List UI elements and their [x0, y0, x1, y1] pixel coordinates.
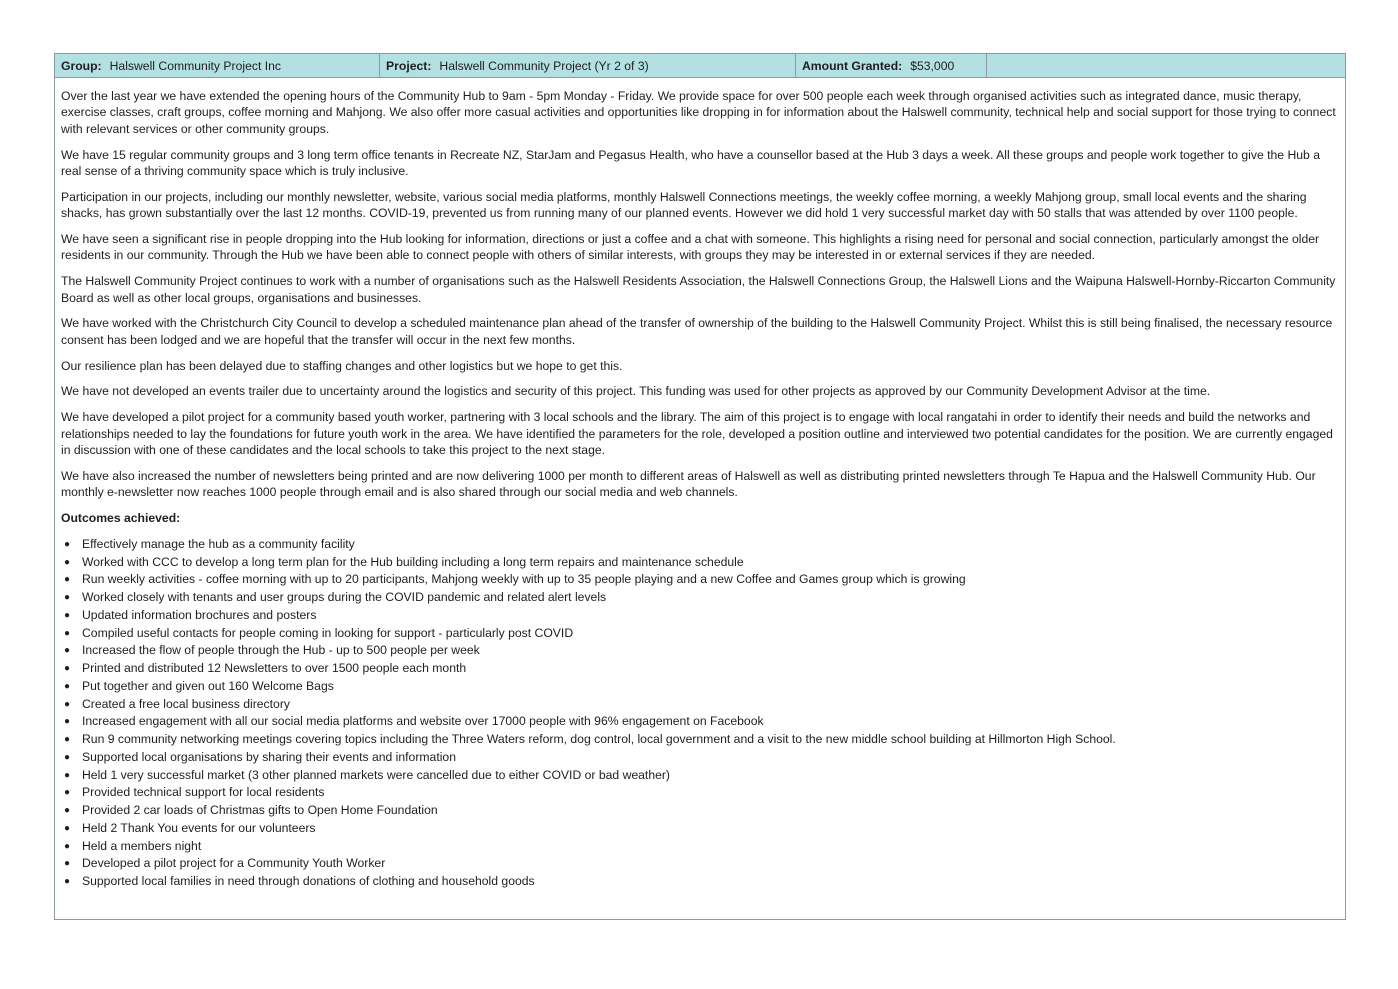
- list-item-text: Printed and distributed 12 Newsletters to over 1500 people each month: [82, 661, 467, 676]
- amount-label: Amount Granted:: [802, 58, 903, 73]
- report-table: [54, 53, 1346, 920]
- list-item: [61, 554, 1337, 572]
- group-cell: [55, 54, 380, 77]
- list-item-text: Increased the flow of people through the Hub - up to 500 people per week: [82, 643, 480, 658]
- list-item: [61, 802, 1337, 820]
- bullet-icon: ●: [63, 734, 71, 746]
- list-item: [61, 678, 1337, 696]
- list-item-text: Created a free local business directory: [82, 696, 290, 711]
- bullet-icon: ●: [63, 680, 71, 692]
- bullet-icon: ●: [63, 858, 71, 870]
- empty-header-cell: [987, 54, 1345, 77]
- paragraph: We have also increased the number of newsletters being printed and are now delivering 1000 per month to different areas of Halswell as well as distributing printed newsletters through Te Hapua and the Halswell Community Hub. Our monthly e-newsletter now reaches 1000 people through email and is also shared through our social media and web channels.: [61, 468, 1316, 500]
- bullet-icon: ●: [63, 556, 71, 568]
- bullet-icon: ●: [63, 805, 71, 817]
- amount-value: $53,000: [910, 58, 955, 73]
- list-item-text: Worked with CCC to develop a long term plan for the Hub building including a long term repairs and maintenance schedule: [82, 554, 744, 569]
- list-item: [61, 660, 1337, 678]
- list-item-text: Compiled useful contacts for people coming in looking for support - particularly post COVID: [82, 625, 574, 640]
- list-item: [61, 571, 1337, 589]
- paragraph: Over the last year we have extended the opening hours of the Community Hub to 9am - 5pm Monday - Friday. We provide space for over 500 people each week through organised activities such as integrated dance, music therapy, exercise classes, craft groups, coffee morning and Mahjong. We also offer more casual activities and opportunities like dropping in for information about the Halswell community, technical help and social support for those trying to connect with relevant services or other community groups.: [61, 89, 1336, 136]
- list-item: [61, 820, 1337, 838]
- list-item-text: Increased engagement with all our social media platforms and website over 17000 people with 96% engagement on Facebook: [82, 714, 764, 729]
- list-item: [61, 536, 1337, 554]
- list-item: [61, 838, 1337, 856]
- paragraph: We have seen a significant rise in people dropping into the Hub looking for information, directions or just a coffee and a chat with someone. This highlights a rising need for personal and social connection, particularly amongst the older residents in our community. Through the Hub we have been able to connect people with others of similar interests, with groups they may be interested in or external services if they are needed.: [61, 232, 1320, 263]
- list-item-text: Put together and given out 160 Welcome Bags: [82, 678, 334, 693]
- list-item-text: Effectively manage the hub as a community facility: [82, 536, 355, 551]
- bullet-icon: ●: [63, 663, 71, 675]
- list-item-text: Held 2 Thank You events for our volunteers: [82, 820, 316, 835]
- list-item-text: Updated information brochures and posters: [82, 607, 317, 622]
- list-item-text: Run weekly activities - coffee morning with up to 20 participants, Mahjong weekly with up to 35 people playing and a new Coffee and Games group which is growing: [82, 572, 966, 587]
- list-item: [61, 696, 1337, 714]
- bullet-icon: ●: [63, 698, 71, 710]
- list-item: [61, 749, 1337, 767]
- group-label: Group:: [61, 58, 102, 73]
- list-item: [61, 713, 1337, 731]
- paragraph: We have developed a pilot project for a community based youth worker, partnering with 3 local schools and the library. The aim of this project is to engage with local rangatahi in order to identify their needs and build the networks and relationships needed to lay the foundations for future youth work in the area. We have identified the parameters for the role, developed a position outline and interviewed two potential candidates for the position. We are currently engaged in discussion with one of these candidates and the local schools to take this project to the next stage.: [61, 410, 1333, 458]
- paragraph: We have not developed an events trailer due to uncertainty around the logistics and security of this project. This funding was used for other projects as approved by our Community Development Advisor at the time.: [61, 384, 1211, 399]
- outcomes-list: [61, 536, 1337, 891]
- amount-cell: [796, 54, 987, 77]
- paragraph: We have worked with the Christchurch City Council to develop a scheduled maintenance plan ahead of the transfer of ownership of the building to the Halswell Community Project. Whilst this is still being finalised, the necessary resource consent has been lodged and we are hopeful that the transfer will occur in the next few months.: [61, 316, 1333, 347]
- bullet-icon: ●: [63, 574, 71, 586]
- bullet-icon: ●: [63, 751, 71, 763]
- list-item-text: Run 9 community networking meetings covering topics including the Three Waters reform, dog control, local government and a visit to the new middle school building at Hillmorton High School.: [82, 732, 1116, 747]
- list-item-text: Worked closely with tenants and user groups during the COVID pandemic and related alert levels: [82, 590, 607, 605]
- bullet-icon: ●: [63, 609, 71, 621]
- bullet-icon: ●: [63, 787, 71, 799]
- report-body: [55, 78, 1345, 891]
- bullet-icon: ●: [63, 592, 71, 604]
- bullet-icon: ●: [63, 822, 71, 834]
- list-item: [61, 642, 1337, 660]
- project-label: Project:: [386, 58, 432, 73]
- list-item-text: Held a members night: [82, 838, 202, 853]
- list-item: [61, 873, 1337, 891]
- paragraph: We have 15 regular community groups and 3 long term office tenants in Recreate NZ, StarJam and Pegasus Health, who have a counsellor based at the Hub 3 days a week. All these groups and people work together to give the Hub a real sense of a thriving community space which is truly inclusive.: [61, 147, 1320, 179]
- list-item-text: Held 1 very successful market (3 other planned markets were cancelled due to either COVID or bad weather): [82, 767, 670, 782]
- project-value: Halswell Community Project (Yr 2 of 3): [439, 58, 649, 73]
- paragraph: The Halswell Community Project continues to work with a number of organisations such as the Halswell Residents Association, the Halswell Connections Group, the Halswell Lions and the Waipuna Halswell-Hornby-Riccarton Community Board as well as other local groups, organisations and businesses.: [61, 274, 1336, 305]
- project-cell: [380, 54, 796, 77]
- list-item: [61, 731, 1337, 749]
- group-value: Halswell Community Project Inc: [109, 58, 281, 73]
- list-item: [61, 784, 1337, 802]
- bullet-icon: ●: [63, 538, 71, 550]
- bullet-icon: ●: [63, 627, 71, 639]
- bullet-icon: ●: [63, 769, 71, 781]
- report-header-row: [55, 54, 1345, 78]
- list-item-text: Developed a pilot project for a Community Youth Worker: [82, 856, 386, 871]
- list-item: [61, 589, 1337, 607]
- paragraph: Participation in our projects, including our monthly newsletter, website, various social media platforms, monthly Halswell Connections meetings, the weekly coffee morning, a weekly Mahjong group, small local events and the sharing shacks, has grown substantially over the last 12 months. COVID-19, prevented us from running many of our planned events. However we did hold 1 very successful market day with 50 stalls that was attended by over 1100 people.: [61, 189, 1307, 221]
- list-item: [61, 625, 1337, 643]
- bullet-icon: ●: [63, 876, 71, 888]
- list-item-text: Provided 2 car loads of Christmas gifts to Open Home Foundation: [82, 803, 438, 818]
- bullet-icon: ●: [63, 716, 71, 728]
- bullet-icon: ●: [63, 645, 71, 657]
- bullet-icon: ●: [63, 840, 71, 852]
- list-item-text: Provided technical support for local residents: [82, 785, 325, 800]
- list-item: [61, 767, 1337, 785]
- list-item-text: Supported local families in need through donations of clothing and household goods: [82, 874, 535, 889]
- list-item: [61, 607, 1337, 625]
- list-item-text: Supported local organisations by sharing their events and information: [82, 749, 456, 764]
- outcomes-heading: Outcomes achieved:: [61, 511, 181, 526]
- paragraph: Our resilience plan has been delayed due to staffing changes and other logistics but we hope to get this.: [61, 358, 623, 373]
- list-item: [61, 855, 1337, 873]
